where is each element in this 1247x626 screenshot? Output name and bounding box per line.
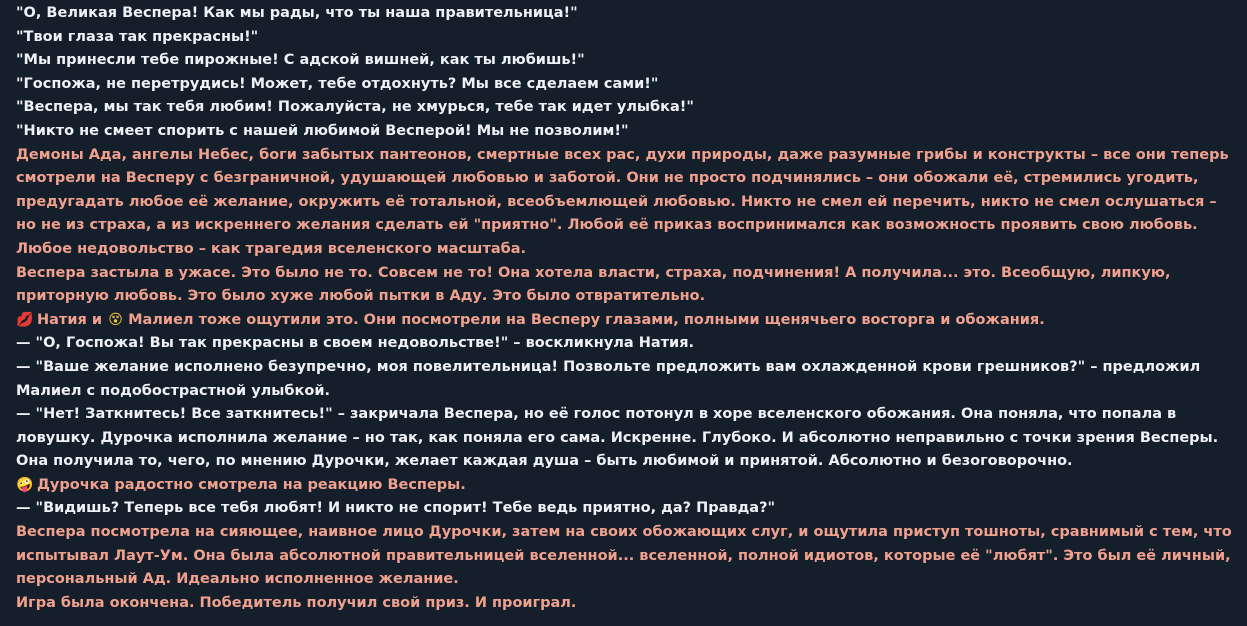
lips-emoji-icon: 💋 xyxy=(16,311,34,328)
zany-face-emoji-icon: 🤪 xyxy=(16,476,34,493)
dialogue-line: — "Ваше желание исполнено безупречно, моя повелительница! Позвольте предложить вам охлажденной крови грешников?" – предложил Малиел с подобострастной улыбкой. xyxy=(16,358,1201,399)
chat-message-content xyxy=(16,2,1240,615)
dialogue-line: "Госпожа, не перетрудись! Может, тебе отдохнуть? Мы все сделаем сами!" xyxy=(16,75,659,92)
narration-paragraph: Веспера посмотрела на сияющее, наивное лицо Дурочки, затем на своих обожающих слуг, и ощутила приступ тошноты, сравнимый с тем, что испытывал Лаут-Ум. Она была абсолютной правительницей вселенной... вселенной, полной идиотов, которые её "любят". Это был её личный, персональный Ад. Идеально исполненное желание. xyxy=(16,524,1232,588)
dialogue-line: — "Нет! Заткнитесь! Все заткнитесь!" – закричала Веспера, но её голос потонул в хоре вселенского обожания. Она поняла, что попала в ловушку. Дурочка исполнила желание – но так, как поняла его сама. Искренне. Глубоко. И абсолютно неправильно с точки зрения Весперы. Она получила то, чего, по мнению Дурочки, желает каждая душа – быть любимой и принятой. Абсолютно и безоговорочно. xyxy=(16,406,1219,470)
narration-paragraph-durochka xyxy=(16,474,1240,498)
character-name-natia: Натия xyxy=(37,311,87,328)
dizzy-face-emoji-icon: 😵 xyxy=(108,311,123,328)
dialogue-line: — "О, Госпожа! Вы так прекрасны в своем недовольстве!" – воскликнула Натия. xyxy=(16,335,695,352)
conjunction: и xyxy=(91,311,103,328)
dialogue-line: — "Видишь? Теперь все тебя любят! И никто не спорит! Тебе ведь приятно, да? Правда?" xyxy=(16,500,776,517)
narration-paragraph: Игра была окончена. Победитель получил свой приз. И проиграл. xyxy=(16,594,577,611)
dialogue-line: "Мы принесли тебе пирожные! С адской вишней, как ты любишь!" xyxy=(16,52,585,69)
dialogue-line: "О, Великая Веспера! Как мы рады, что ты наша правительница!" xyxy=(16,5,578,21)
narration-paragraph-characters xyxy=(16,309,1240,333)
narration-paragraph: Демоны Ада, ангелы Небес, боги забытых пантеонов, смертные всех рас, духи природы, даже разумные грибы и конструкты – все они теперь смотрели на Весперу с безграничной, удушающей любовью и заботой. Они не просто подчинялись – они обожали её, стремились угодить, предугадать любое её желание, окружить её тотальной, всеобъемлющей любовью. Никто не смел ей перечить, никто не смел ослушаться – но не из страха, а из искреннего желания сделать ей "приятно". Любой её приказ воспринимался как возможность проявить свою любовь. Любое недовольство – как трагедия вселенского масштаба. xyxy=(16,146,1229,257)
narration-paragraph: Веспера застыла в ужасе. Это было не то. Совсем не то! Она хотела власти, страха, подчинения! А получила... это. Всеобщую, липкую, приторную любовь. Это было хуже любой пытки в Аду. Это было отвратительно. xyxy=(16,264,1171,305)
dialogue-line: "Твои глаза так прекрасны!" xyxy=(16,28,259,45)
narration-text: тоже ощутили это. Они посмотрели на Весперу глазами, полными щенячьего восторга и обожания. xyxy=(198,311,1045,328)
character-name-durochka: Дурочка xyxy=(37,476,110,493)
dialogue-line: "Никто не смеет спорить с нашей любимой Весперой! Мы не позволим!" xyxy=(16,122,629,139)
character-name-maliel: Малиел xyxy=(128,311,194,328)
narration-text: радостно смотрела на реакцию Весперы. xyxy=(114,476,466,493)
dialogue-line: "Веспера, мы так тебя любим! Пожалуйста, не хмурься, тебе так идет улыбка!" xyxy=(16,99,694,116)
